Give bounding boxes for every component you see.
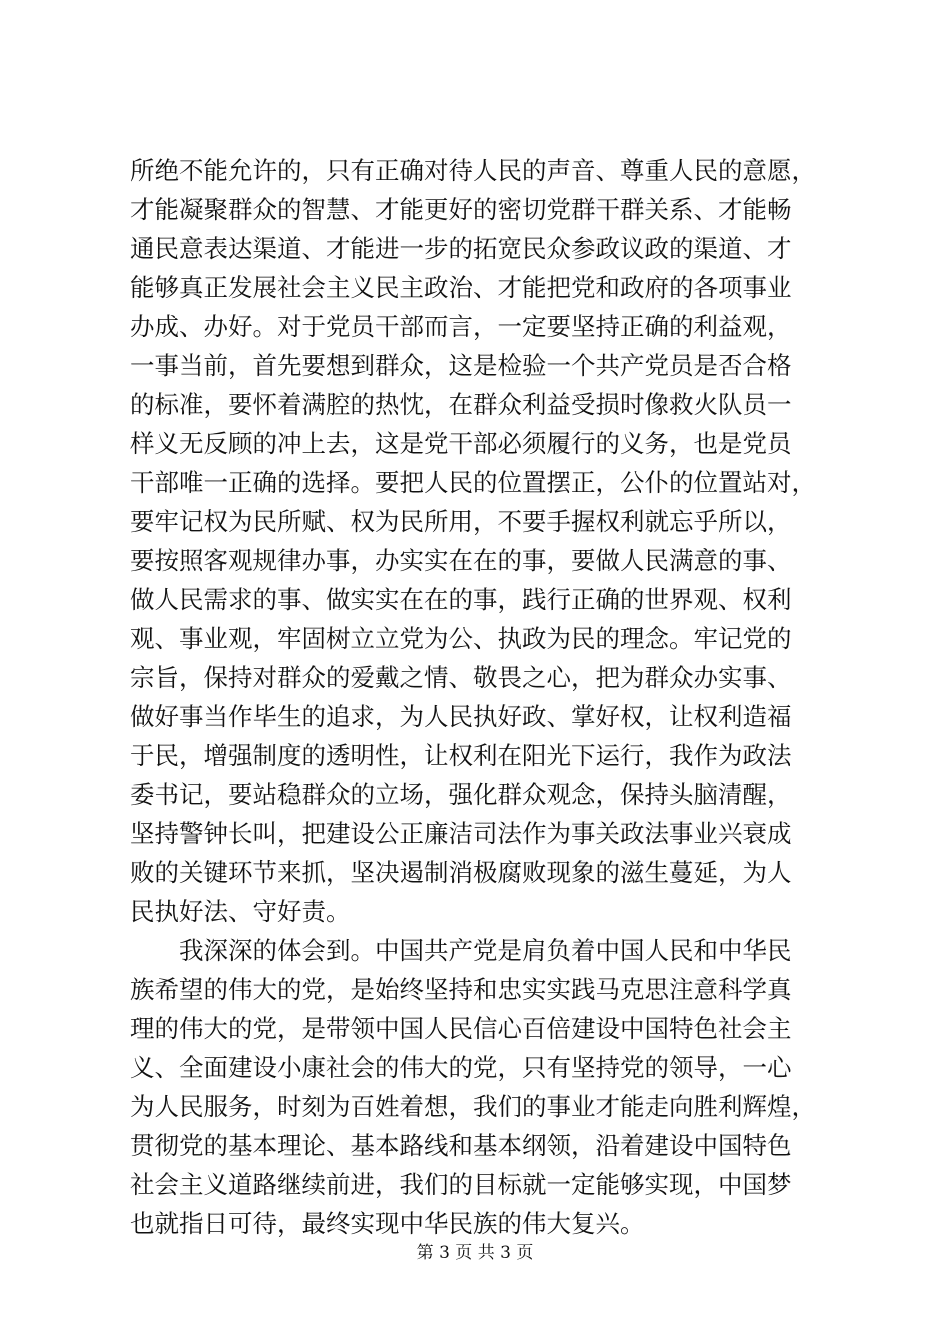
text-line: 败的关键环节来抓，坚决遏制消极腐败现象的滋生蔓延，为人: [130, 858, 792, 887]
text-line: 要按照客观规律办事，办实实在在的事，要做人民满意的事、: [130, 546, 792, 575]
text-line: 通民意表达渠道、才能进一步的拓宽民众参政议政的渠道、才: [130, 234, 792, 263]
text-line: 贯彻党的基本理论、基本路线和基本纲领，沿着建设中国特色: [130, 1131, 792, 1160]
text-line: 所绝不能允许的，只有正确对待人民的声音、尊重人民的意愿，: [130, 156, 816, 185]
text-line: 做好事当作毕生的追求，为人民执好政、掌好权，让权利造福: [130, 702, 792, 731]
text-line: 样义无反顾的冲上去，这是党干部必须履行的义务，也是党员: [130, 429, 792, 458]
page-number-footer: 第 3 页 共 3 页: [416, 1243, 534, 1263]
text-line: 能够真正发展社会主义民主政治、才能把党和政府的各项事业: [130, 273, 792, 302]
text-line: 要牢记权为民所赋、权为民所用，不要手握权利就忘乎所以，: [130, 507, 792, 536]
text-line: 宗旨，保持对群众的爱戴之情、敬畏之心，把为群众办实事、: [130, 663, 792, 692]
text-line: 的标准，要怀着满腔的热忱，在群众利益受损时像救火队员一: [130, 390, 792, 419]
text-line: 于民，增强制度的透明性，让权利在阳光下运行，我作为政法: [130, 741, 792, 770]
text-line: 也就指日可待，最终实现中华民族的伟大复兴。: [130, 1209, 645, 1238]
text-line: 做人民需求的事、做实实在在的事，践行正确的世界观、权利: [130, 585, 792, 614]
text-line: 才能凝聚群众的智慧、才能更好的密切党群干群关系、才能畅: [130, 195, 792, 224]
text-line: 一事当前，首先要想到群众，这是检验一个共产党员是否合格: [130, 351, 792, 380]
text-line: 我深深的体会到。中国共产党是肩负着中国人民和中华民: [179, 936, 792, 965]
text-line: 族希望的伟大的党，是始终坚持和忠实实践马克思注意科学真: [130, 975, 792, 1004]
document-body: [130, 151, 830, 1243]
text-line: 办成、办好。对于党员干部而言，一定要坚持正确的利益观，: [130, 312, 792, 341]
text-line: 干部唯一正确的选择。要把人民的位置摆正，公仆的位置站对，: [130, 468, 816, 497]
text-line: 委书记，要站稳群众的立场，强化群众观念，保持头脑清醒，: [130, 780, 792, 809]
paragraph-1: [130, 151, 830, 931]
text-line: 义、全面建设小康社会的伟大的党，只有坚持党的领导，一心: [130, 1053, 792, 1082]
text-line: 理的伟大的党，是带领中国人民信心百倍建设中国特色社会主: [130, 1014, 792, 1043]
text-line: 观、事业观，牢固树立立党为公、执政为民的理念。牢记党的: [130, 624, 792, 653]
text-line: 为人民服务，时刻为百姓着想，我们的事业才能走向胜利辉煌，: [130, 1092, 816, 1121]
text-line: 社会主义道路继续前进，我们的目标就一定能够实现，中国梦: [130, 1170, 792, 1199]
text-line: 民执好法、守好责。: [130, 897, 351, 926]
paragraph-2: [130, 931, 830, 1243]
text-line: 坚持警钟长叫，把建设公正廉洁司法作为事关政法事业兴衰成: [130, 819, 792, 848]
